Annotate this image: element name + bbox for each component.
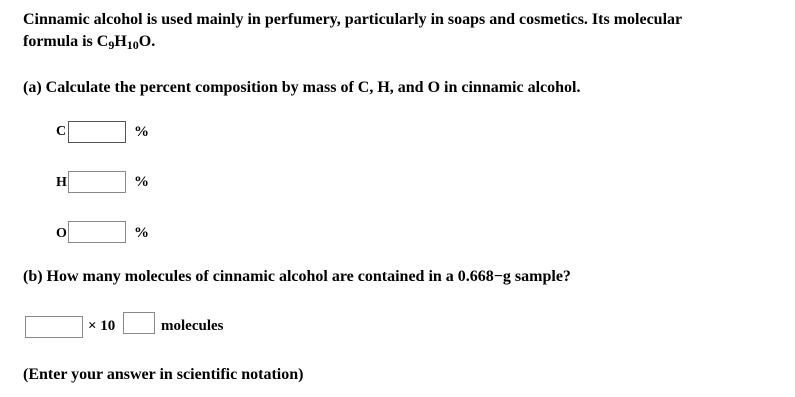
carbon-percent-input[interactable] [68,121,126,143]
intro-line-1: Cinnamic alcohol is used mainly in perfumery, particularly in soaps and cosmetics. Its molecular [23,11,683,28]
times-ten-label: × 10 [88,318,116,334]
oxygen-label: O [56,226,67,241]
mantissa-input[interactable] [25,316,83,338]
exponent-input[interactable] [123,312,155,334]
carbon-percent-unit: % [134,124,149,140]
intro-line-2: formula is $C_9H_{10}O$. [23,33,156,52]
carbon-label: C [56,124,67,139]
hydrogen-percent-unit: % [134,174,149,190]
hydrogen-label: H [56,175,67,190]
scientific-notation-hint: (Enter your answer in scientific notation) [23,366,304,383]
hydrogen-percent-input[interactable] [68,171,126,193]
oxygen-percent-input[interactable] [68,221,126,243]
molecules-unit: molecules [161,318,224,334]
part-b-question: (b) How many molecules of cinnamic alcohol are contained in a 0.668−g sample? [23,268,571,285]
oxygen-percent-unit: % [134,225,149,241]
part-a-question: (a) Calculate the percent composition by mass of C, H, and O in cinnamic alcohol. [23,79,581,96]
